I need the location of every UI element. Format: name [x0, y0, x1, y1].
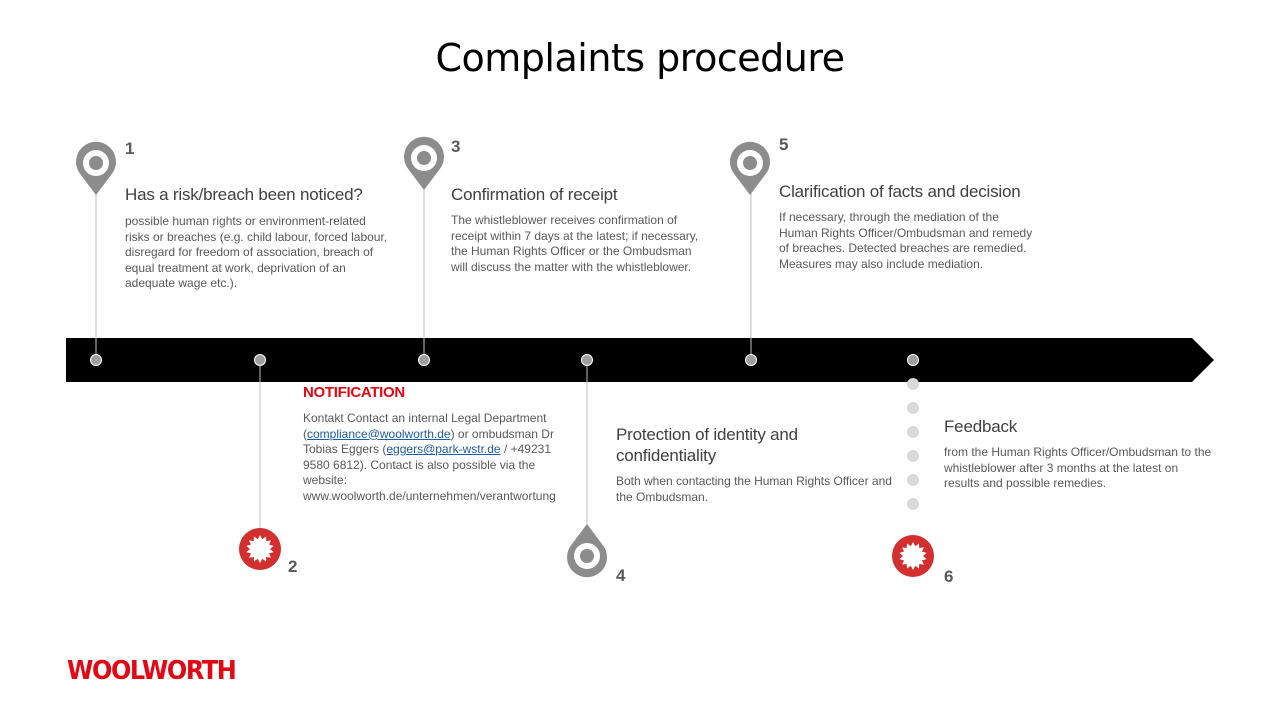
step-text-2: [303, 411, 559, 505]
timeline-dot-4: [582, 355, 593, 366]
step-heading-4: Protection of identity and confidentiality: [616, 425, 798, 465]
step-text-4: Both when contacting the Human Rights Officer and the Ombudsman.: [616, 474, 892, 504]
woolworth-logo: WOOLWORTH: [67, 656, 236, 686]
map-pin-icon-5: [730, 142, 770, 195]
alert-burst-icon-6: [892, 535, 934, 577]
compliance-email-link[interactable]: compliance@woolworth.de: [307, 426, 451, 441]
page-title: Complaints procedure: [435, 36, 845, 80]
dotted-connector-dot: [907, 402, 919, 414]
timeline-arrow: [66, 338, 1214, 382]
step-text-6: from the Human Rights Officer/Ombudsman to the whistleblower after 3 months at the latest on results and possible remedies.: [944, 445, 1212, 491]
step-number-3: 3: [451, 137, 461, 156]
dotted-connector-dot: [907, 378, 919, 390]
timeline-dot-6: [908, 355, 919, 366]
step-heading-5: Clarification of facts and decision: [779, 182, 1021, 201]
alert-burst-icon-2: [239, 528, 281, 570]
dotted-connector-dot: [907, 498, 919, 510]
map-pin-icon-1: [76, 142, 116, 195]
step-number-2: 2: [288, 557, 298, 576]
dotted-connector-dot: [907, 450, 919, 462]
timeline-dot-1: [91, 355, 102, 366]
step-number-1: 1: [125, 139, 135, 158]
timeline-dot-2: [255, 355, 266, 366]
step-heading-3: Confirmation of receipt: [451, 185, 618, 204]
step-text-1: possible human rights or environment-related risks or breaches (e.g. child labour, forced labour, disregard for freedom of association, breach of equal treatment at work, deprivation of an adequate wage etc.).: [125, 214, 388, 291]
map-pin-icon-4: [567, 524, 607, 577]
step-text-3: The whistleblower receives confirmation of receipt within 7 days at the latest; if necessary, the Human Rights Officer or the Ombudsman will discuss the matter with the whistleblower.: [451, 213, 699, 274]
step-heading-6: Feedback: [944, 417, 1018, 436]
dotted-connector-dot: [907, 474, 919, 486]
step-text-2-part-a: Kontakt Contact an internal Legal Department (: [303, 411, 547, 441]
step-number-5: 5: [779, 135, 789, 154]
timeline-dot-5: [746, 355, 757, 366]
step-number-4: 4: [616, 566, 626, 585]
ombudsman-email-link[interactable]: eggers@park-wstr.de: [386, 442, 501, 457]
step-text-2-part-c: / +49231 9580 6812). Contact is also possible via the website: www.woolworth.de/unternehmen/verantwortung: [303, 442, 556, 503]
timeline-dot-3: [419, 355, 430, 366]
step-number-6: 6: [944, 567, 954, 586]
map-pin-icon-3: [404, 137, 444, 190]
step-heading-1: Has a risk/breach been noticed?: [125, 185, 363, 204]
step-text-2-part-b: ) or ombudsman Dr Tobias Eggers (: [303, 426, 554, 457]
step-text-5: If necessary, through the mediation of the Human Rights Officer/Ombudsman and remedy of breaches. Detected breaches are remedied. Measures may also include mediation.: [779, 210, 1033, 271]
dotted-connector-dot: [907, 426, 919, 438]
notification-heading: NOTIFICATION: [303, 384, 405, 401]
